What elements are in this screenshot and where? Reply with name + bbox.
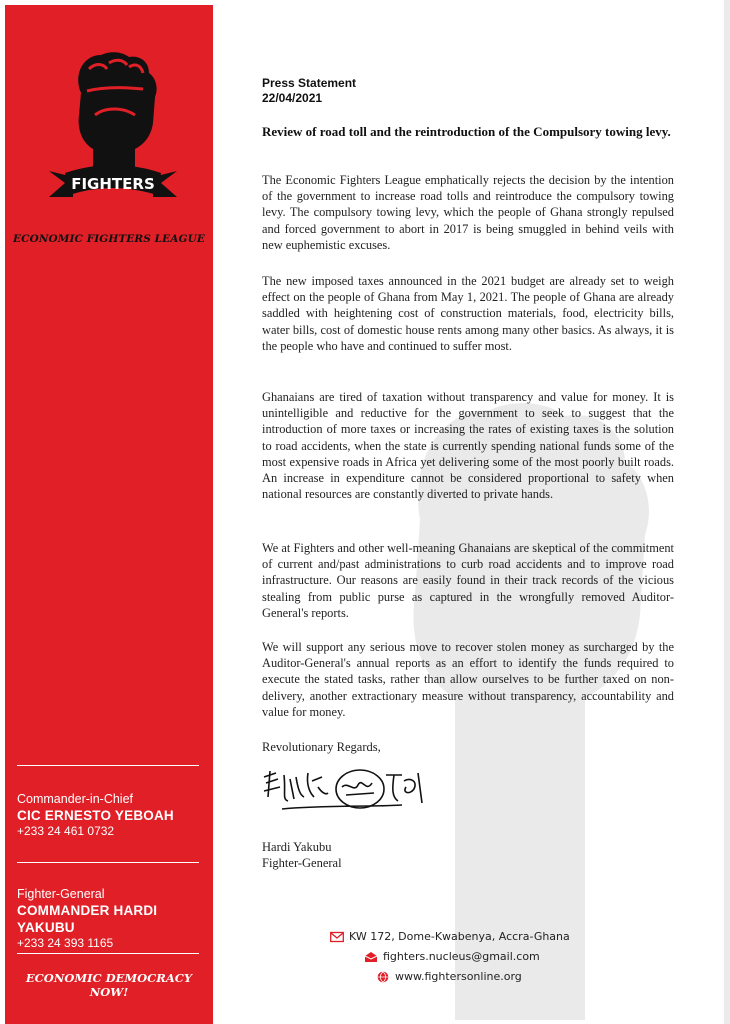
footer-address <box>330 930 570 943</box>
divider <box>17 953 199 954</box>
envelope-icon <box>330 931 344 943</box>
statement-type: Press Statement <box>262 76 357 90</box>
contact-role: Fighter-General <box>17 887 105 901</box>
closing-salutation: Revolutionary Regards, <box>262 740 381 754</box>
body-paragraph: Ghanaians are tired of taxation without transparency and value for money. It is unintelligible and reductive for the government to seek to suggest that the introduction of more taxes or increasing the rates of existing taxes is the solution to road accidents, when the state is currently spending national funds some of the most expensive roads in Africa yet delivering some of the most poorly built roads. An increase in expenditure cannot be considered proportional to safety when national resources are constantly diverted to private hands. <box>262 390 674 502</box>
body-paragraph: The Economic Fighters League emphatically rejects the decision by the intention of the government to increase road tolls and reintroduce the compulsory towing levy. The compulsory towing levy, which the people of Ghana strongly repulsed and forced government to abort in 2017 is being smuggled in behind veils with new euphemistic excuses. <box>262 173 674 252</box>
fist-logo <box>43 45 183 220</box>
address-text: KW 172, Dome-Kwabenya, Accra-Ghana <box>349 930 570 943</box>
body-paragraph: We will support any serious move to recover stolen money as surcharged by the Auditor-General's annual reports as an effort to identify the funds required to execute the stated tasks, rather than allow ourselves to be further taxed on non-delivery, another extractionary measure without transparency, accountability and value for money. <box>262 640 674 719</box>
statement-header <box>262 76 356 106</box>
email-link[interactable]: fighters.nucleus@gmail.com <box>383 950 540 963</box>
contact-role: Commander-in-Chief <box>17 792 134 806</box>
statement-date: 22/04/2021 <box>262 91 323 105</box>
slogan: ECONOMIC DEMOCRACY NOW! <box>25 971 193 999</box>
logo-text: FIGHTERS <box>71 175 155 193</box>
footer-website[interactable] <box>376 970 522 983</box>
contact-block <box>17 791 213 839</box>
contact-name: CIC ERNESTO YEBOAH <box>17 808 174 823</box>
divider <box>17 862 199 863</box>
signer-title: Fighter-General <box>262 856 342 870</box>
league-name: ECONOMIC FIGHTERS LEAGUE <box>13 233 205 245</box>
contact-phone: +233 24 393 1165 <box>17 936 114 950</box>
letterhead-sidebar <box>5 5 213 1024</box>
website-link[interactable]: www.fightersonline.org <box>395 970 522 983</box>
globe-icon <box>376 971 390 983</box>
handwritten-signature <box>262 763 432 821</box>
signer-block <box>262 839 342 871</box>
body-paragraph: The new imposed taxes announced in the 2021 budget are already set to weigh effect on the people of Ghana from May 1, 2021. The people of Ghana are already saddled with heightening cost of construction materials, food, electricity bills, water bills, cost of domestic house rents among many other basics. As always, it is the people who have and continued to suffer most. <box>262 274 674 353</box>
footer-email[interactable] <box>364 950 540 963</box>
contact-phone: +233 24 461 0732 <box>17 824 115 838</box>
contact-name: COMMANDER HARDI YAKUBU <box>17 903 158 935</box>
contact-block <box>17 886 213 951</box>
divider <box>17 765 199 766</box>
mail-at-icon <box>364 951 378 963</box>
body-paragraph: We at Fighters and other well-meaning Ghanaians are skeptical of the commitment of current and/past administrations to curb road accidents and to improve road infrastructure. Our reasons are easily found in their track records of the vicious stealing from public purse as captured in the wrongfully removed Auditor-General's reports. <box>262 541 674 620</box>
signer-name: Hardi Yakubu <box>262 840 332 854</box>
statement-subject: Review of road toll and the reintroduction of the Compulsory towing levy. <box>262 124 671 139</box>
